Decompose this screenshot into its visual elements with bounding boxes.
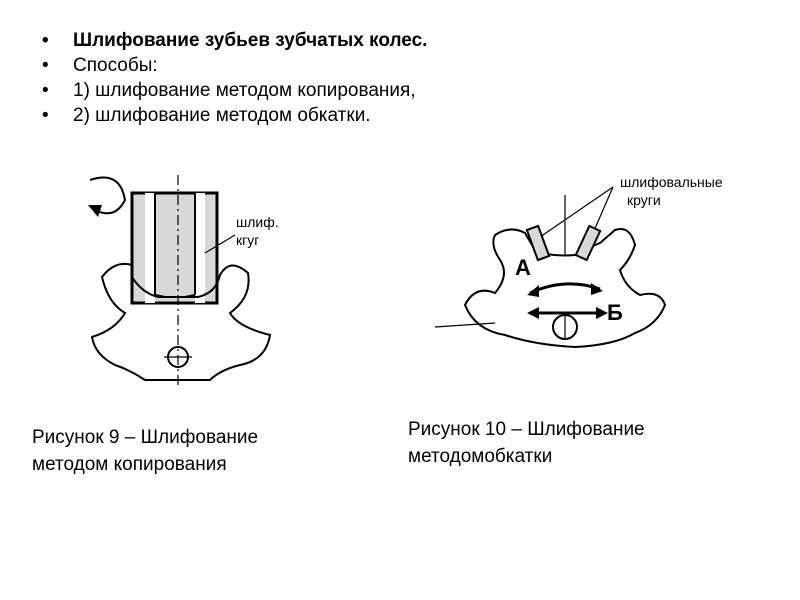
figure-10-rolling-diagram [435, 165, 775, 365]
figure-10-caption-line2: методомобкатки [408, 446, 553, 467]
figure-10-label-line2: круги [627, 192, 661, 208]
base-line [435, 323, 495, 327]
grinding-wheel [132, 193, 217, 303]
bullet-method-rolling: • 2) шлифование методом обкатки. [40, 103, 427, 128]
figure-9-label-line1: шлиф. [236, 214, 279, 230]
bullet-list [40, 28, 427, 128]
figure-9-copying-diagram [70, 165, 290, 390]
mark-a: А [515, 255, 531, 280]
rolling-arc-arrow [530, 284, 600, 293]
bullet-methods-heading: • Способы: [40, 53, 427, 78]
figure-10-caption [408, 416, 645, 470]
bullet-method-copying: • 1) шлифование методом копирования, [40, 78, 427, 103]
figure-9-caption-line1: Рисунок 9 – Шлифование [32, 427, 259, 448]
figure-9-caption-line2: методом копирования [32, 454, 227, 475]
arrow-head [88, 205, 102, 217]
bullet-title: • Шлифование зубьев зубчатых колес. [40, 28, 427, 53]
figure-9-caption [32, 424, 258, 478]
figure-10-label-line1: шлифовальные [620, 174, 723, 190]
mark-b: Б [607, 300, 623, 325]
grinding-wheel-right [576, 226, 600, 260]
figure-9-label-line2: кгуг [236, 232, 260, 248]
figure-10-caption-line1: Рисунок 10 – Шлифование [408, 419, 645, 440]
